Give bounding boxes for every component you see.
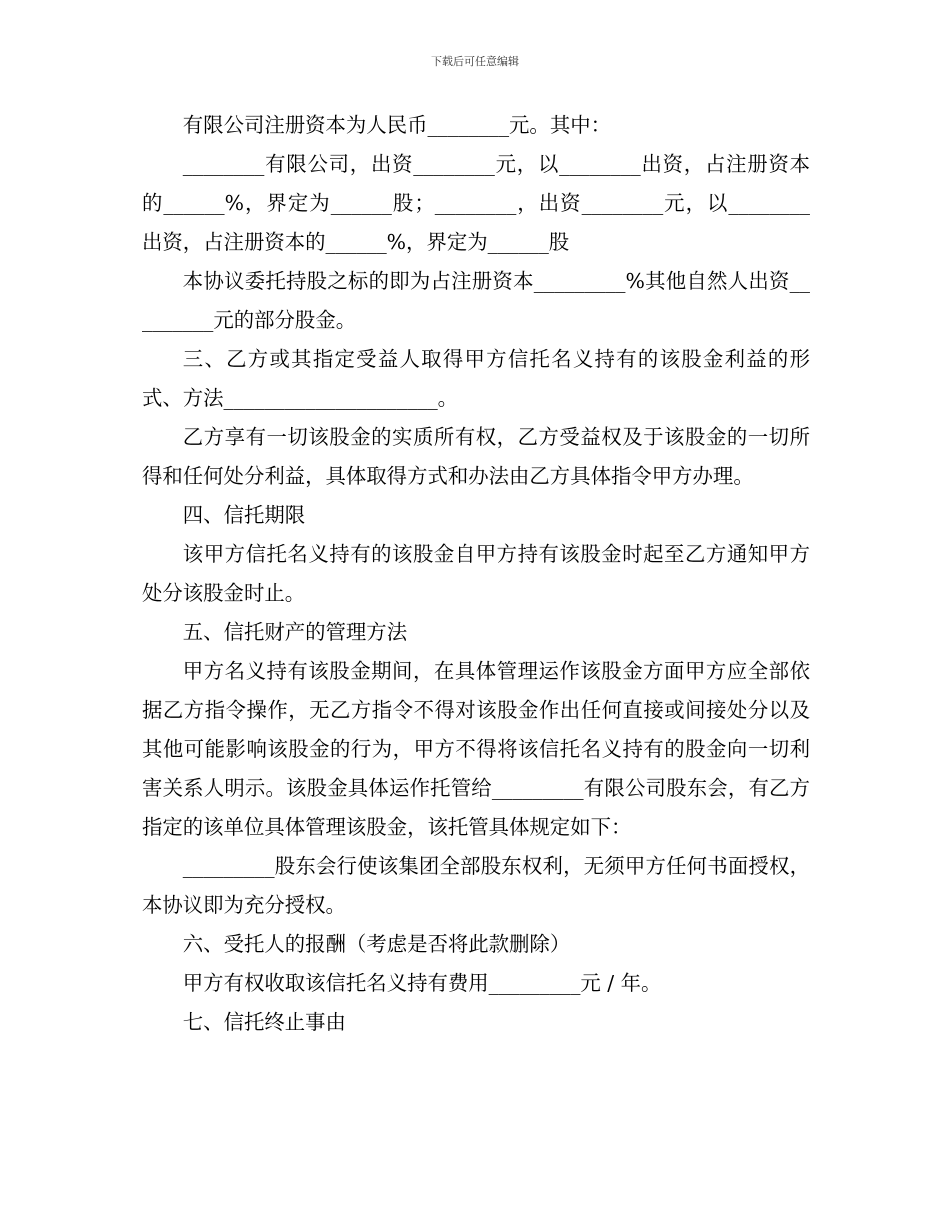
section-heading-3: 三、乙方或其指定受益人取得甲方信托名义持有的该股金利益的形式、方法_____________________。: [142, 347, 810, 410]
document-body: [142, 106, 810, 1042]
section-heading-4: 四、信托期限: [182, 503, 306, 527]
paragraph-registered-capital: 有限公司注册资本为人民币________元。其中：: [182, 113, 611, 137]
page-header: 下载后可任意编辑: [431, 55, 519, 68]
paragraph-trustee-fee: 甲方有权收取该信托名义持有费用_________元 / 年。: [182, 971, 662, 995]
section-heading-6: 六、受托人的报酬（考虑是否将此款删除）: [182, 932, 571, 956]
section-heading-7: 七、信托终止事由: [182, 1010, 346, 1034]
paragraph-shareholder-meeting: _________股东会行使该集团全部股东权利，无须甲方任何书面授权，本协议即为充分授权。: [142, 854, 810, 917]
paragraph-entrusted-shares: 本协议委托持股之标的即为占注册资本_________%其他自然人出资_________元的部分股金。: [142, 269, 810, 332]
paragraph-beneficial-ownership: 乙方享有一切该股金的实质所有权，乙方受益权及于该股金的一切所得和任何处分利益，具体取得方式和办法由乙方具体指令甲方办理。: [142, 425, 810, 488]
paragraph-trust-term: 该甲方信托名义持有的该股金自甲方持有该股金时起至乙方通知甲方处分该股金时止。: [142, 542, 810, 605]
section-heading-5: 五、信托财产的管理方法: [182, 620, 408, 644]
paragraph-shareholder-contributions: ________有限公司，出资________元，以________出资，占注册资本的______%，界定为______股；________，出资________元，以________出资，占注册资本的______%，界定为______股: [142, 152, 810, 254]
paragraph-management-method: 甲方名义持有该股金期间，在具体管理运作该股金方面甲方应全部依据乙方指令操作，无乙方指令不得对该股金作出任何直接或间接处分以及其他可能影响该股金的行为，甲方不得将该信托名义持有的股金向一切利害关系人明示。该股金具体运作托管给_________有限公司股东会，有乙方指定的该单位具体管理该股金，该托管具体规定如下：: [142, 659, 810, 839]
